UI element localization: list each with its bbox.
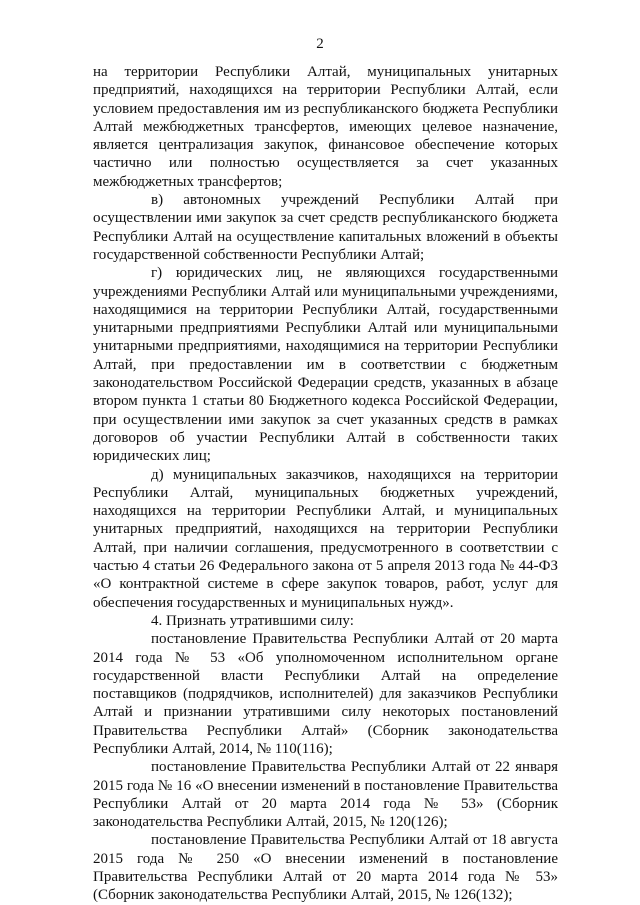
document-body <box>93 63 558 905</box>
paragraph-item-d: д) муниципальных заказчиков, находящихся на территории Республики Алтай, муниципальных бюджетных учреждений, находящихся на территории Республики Алтай, и муниципальных унитарных предприятий, находящихся на территории Республики Алтай, при наличии соглашения, предусмотренного в соответствии с частью 4 статьи 26 Федерального закона от 5 апреля 2013 года № 44-ФЗ «О контрактной системе в сфере закупок товаров, работ, услуг для обеспечения государственных и муниципальных нужд». <box>93 466 558 611</box>
paragraph-repealed-1: постановление Правительства Республики Алтай от 20 марта 2014 года № 53 «Об уполномоченном исполнительном органе государственной власти Республики Алтай на определение поставщиков (подрядчиков, исполнителей) для заказчиков Республики Алтай и признании утратившими силу некоторых постановлений Правительства Республики Алтай» (Сборник законодательства Республики Алтай, 2014, № 110(116); <box>93 631 558 757</box>
paragraph-repealed-2: постановление Правительства Республики Алтай от 22 января 2015 года № 16 «О внесении изменений в постановление Правительства Республики Алтай от 20 марта 2014 года № 53» (Сборник законодательства Республики Алтай, 2015, № 120(126); <box>93 759 558 831</box>
paragraph-continuation: на территории Республики Алтай, муниципальных унитарных предприятий, находящихся на территории Республики Алтай, если условием предоставления им из республиканского бюджета Республики Алтай межбюджетных трансфертов, имеющих целевое назначение, является централизация закупок, финансовое обеспечение которых частично или полностью осуществляется за счет указанных межбюджетных трансфертов; <box>93 64 558 190</box>
paragraph-point-4: 4. Признать утратившими силу: <box>151 612 354 629</box>
page-number: 2 <box>316 36 324 52</box>
paragraph-item-v: в) автономных учреждений Республики Алтай при осуществлении ими закупок за счет средств республиканского бюджета Республики Алтай на осуществление капитальных вложений в объекты государственной собственности Республики Алтай; <box>93 192 558 263</box>
paragraph-item-g: г) юридических лиц, не являющихся государственными учреждениями Республики Алтай или муниципальными учреждениями, находящимися на территории Республики Алтай, государственными унитарными предприятиями Республики Алтай или муниципальными унитарными предприятиями, находящимися на территории Республики Алтай, при предоставлении им в соответствии с бюджетным законодательством Российской Федерации средств, указанных в абзаце втором пункта 1 статьи 80 Бюджетного кодекса Российской Федерации, при осуществлении ими закупок за счет указанных средств в рамках договоров об участии Республики Алтай в собственности таких юридических лиц; <box>93 265 558 465</box>
paragraph-repealed-3: постановление Правительства Республики Алтай от 18 августа 2015 года № 250 «О внесении изменений в постановление Правительства Республики Алтай от 20 марта 2014 года № 53» (Сборник законодательства Республики Алтай, 2015, № 126(132); <box>93 832 558 904</box>
